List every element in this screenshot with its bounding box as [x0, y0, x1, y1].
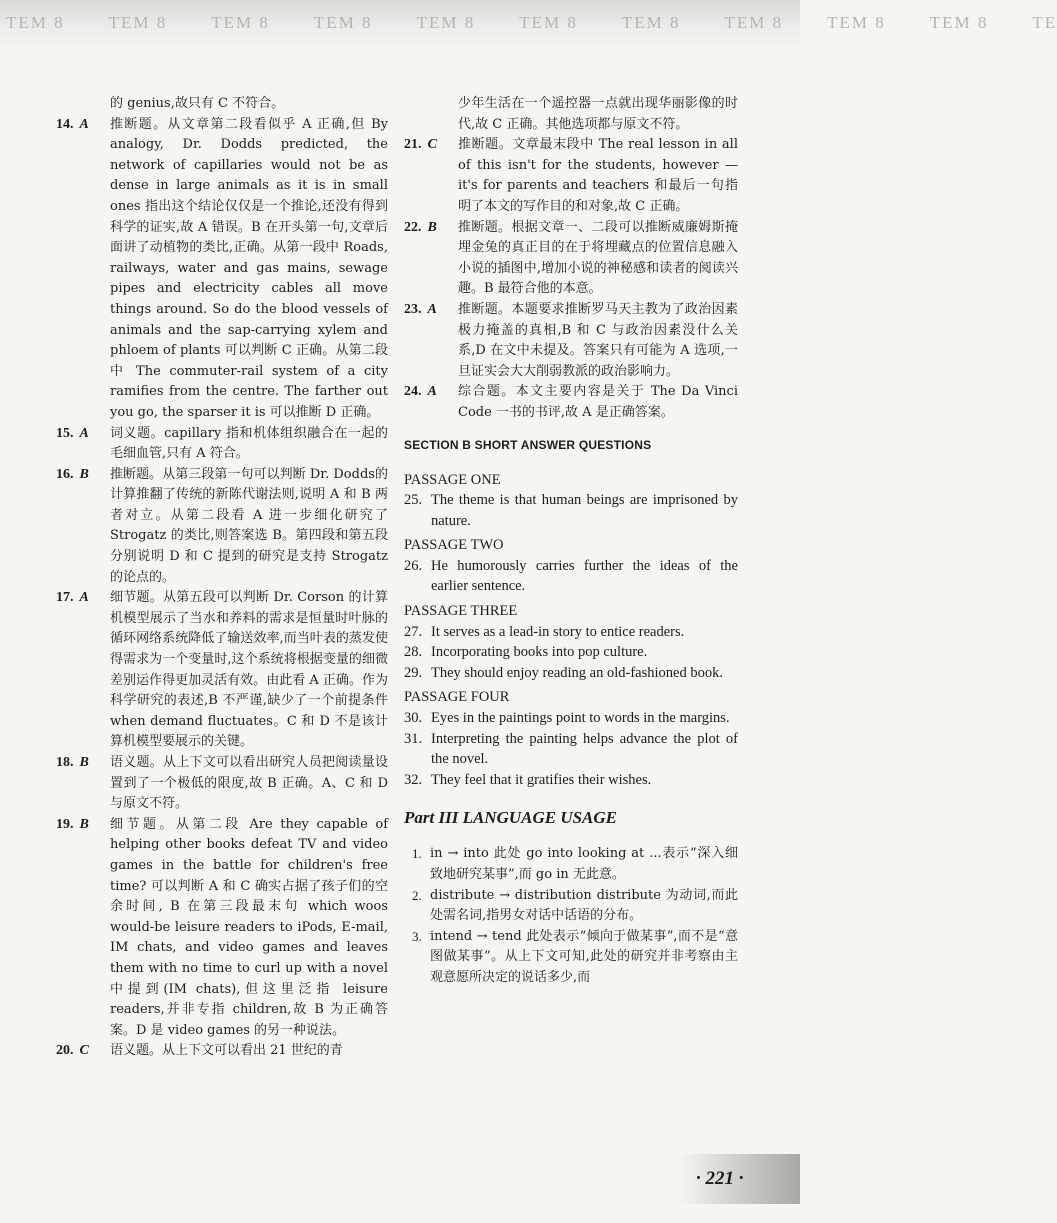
- answer-item-16: [56, 465, 388, 589]
- short-answer: 31. Interpreting the painting helps advance the plot of the novel.: [404, 730, 738, 768]
- short-answer: 26. He humorously carries further the ideas of the earlier sentence.: [404, 557, 738, 595]
- item-explanation: 细节题。从第二段 Are they capable of helping other books defeat TV and video games in the battle for children's free time? 可以判断 A 和 C 确实占据了孩子们的空余时间, B 在第三段最末句 which woos would-be leisure readers to iPods, E-mail, IM chats, and video games and leaves them with no time to curl up with a novel 中提到(IM chats),但这里泛指 leisure readers,并非专指 children,故 B 为正确答案。D 是 video games 的另一种说法。: [110, 816, 388, 1038]
- item-explanation: 推断题。根据文章一、二段可以推断威廉姆斯掩埋金兔的真正目的在于将埋藏点的位置信息融入小说的插图中,增加小说的神秘感和读者的阅读兴趣。B 最符合他的本意。: [458, 219, 738, 297]
- item-number: 14. A: [56, 116, 89, 132]
- item-explanation: 细节题。从第五段可以判断 Dr. Corson 的计算机模型展示了当水和养料的需求是恒量时叶脉的循环网络系统降低了输送效率,而当叶表的蒸发使得需求为一个变量时,这个系统将根据变量的细微差别运作得更加灵活有效。由此看 A 正确。作为科学研究的表述,B 不严谨,缺少了一个前提条件 when demand fluctuates。C 和 D 不是该计算机模型要展示的关键。: [110, 590, 388, 750]
- item-explanation: 推断题。本题要求推断罗马天主教为了政治因素极力掩盖的真相,B 和 C 与政治因素没什么关系,D 在文中未提及。答案只有可能为 A 选项,一旦证实会大大削弱教派的政治影响力。: [458, 301, 738, 379]
- language-usage-item: 3. intend → tend 此处表示“倾向于做某事”,而不是“意图做某事”。从上下文可知,此处的研究并非考察由主观意愿所决定的说话多少,而: [412, 928, 738, 985]
- continued-text: 的 genius,故只有 C 不符合。: [110, 96, 285, 111]
- header-mark: TE: [1032, 13, 1057, 32]
- language-usage-item: 1. in → into 此处 go into looking at ...表示“深入细致地研究某事”,而 go in 无此意。: [412, 846, 738, 882]
- item-number: 16. B: [56, 466, 89, 482]
- section-b-title: SECTION B SHORT ANSWER QUESTIONS: [404, 437, 652, 452]
- short-answer: 25. The theme is that human beings are imprisoned by nature.: [404, 492, 738, 529]
- answer-item-20: [56, 1041, 388, 1062]
- short-answer: 29. They should enjoy reading an old-fashioned book.: [404, 664, 723, 681]
- answer-item-14: [56, 115, 388, 424]
- item-explanation: 语义题。从上下文可以看出研究人员把阅读量设置到了一个极低的限度,故 B 正确。A、C 和 D 与原文不符。: [110, 755, 388, 812]
- answer-item-24: [404, 382, 738, 423]
- item-explanation: 语义题。从上下文可以看出 21 世纪的青: [110, 1043, 343, 1059]
- header-mark: TEM 8: [621, 13, 681, 32]
- header-mark: TEM 8: [827, 13, 886, 32]
- header-mark: TEM 8: [6, 13, 65, 32]
- header-mark: TEM 8: [724, 13, 784, 32]
- item-explanation: 推断题。从文章第二段看似乎 A 正确,但 By analogy, Dr. Dodds predicted, the network of capillaries would not be as dense in large animals as it is in small ones 指出这个结论仅仅是一个推论,还没有得到科学的证实,故 A 错误。B 在开头第一句,文章后面讲了动植物的类比,正确。从第一段中 Roads, railways, water and gas mains, sewage pipes and electricity cables all move things around. So do the blood vessels of animals and the sap-carrying xylem and phloem of plants 可以判断 C 正确。从第二段中 The commuter-rail system of a city ramifies from the centre. The farther out you go, the sparser it is 可以推断 D 正确。: [110, 116, 388, 420]
- passage-label: PASSAGE FOUR: [404, 689, 510, 706]
- answer-item-17: [56, 588, 388, 753]
- item-number: 19. B: [56, 816, 89, 832]
- answer-item-18: [56, 753, 388, 815]
- header-mark: TEM 8: [929, 13, 989, 32]
- left-column: [56, 94, 388, 1062]
- language-usage-item: 2. distribute → distribution distribute 为动词,而此处需名词,指男女对话中话语的分布。: [412, 887, 738, 924]
- item-number: 17. A: [56, 590, 89, 606]
- answer-item-21: [404, 135, 738, 217]
- item-explanation: 综合题。本文主要内容是关于 The Da Vinci Code 一书的书评,故 A 是正确答案。: [458, 384, 738, 420]
- item-number: 15. A: [56, 425, 89, 441]
- answer-item-19: [56, 815, 388, 1042]
- header-mark: TEM 8: [211, 13, 270, 32]
- part-three-title: Part III LANGUAGE USAGE: [404, 808, 618, 828]
- short-answer: 30. Eyes in the paintings point to words in the margins.: [404, 710, 730, 727]
- item-explanation: 推断题。从第三段第一句可以判断 Dr. Dodds的计算推翻了传统的新陈代谢法则,说明 A 和 B 两者对立。从第二段看 A 进一步细化研究了 Strogatz 的类比,则答案选 B。第四段和第五段分别说明 D 和 C 提到的研究是支持 Strogatz 的论点的。: [110, 466, 388, 585]
- header-mark: TEM 8: [313, 13, 373, 32]
- running-header: [0, 0, 1057, 46]
- answer-item-22: [404, 218, 738, 300]
- item-explanation: 推断题。文章最末段中 The real lesson in all of this isn't for the students, however — it's for parents and teachers 和最后一句指明了本文的写作目的和对象,故 C 正确。: [458, 137, 738, 214]
- short-answer: 32. They feel that it gratifies their wishes.: [404, 771, 652, 788]
- item-number: 24. A: [404, 384, 437, 400]
- item-number: 18. B: [56, 755, 89, 770]
- item-explanation: 词义题。capillary 指和机体组织融合在一起的毛细血管,只有 A 符合。: [110, 425, 388, 462]
- answer-item-15: [56, 424, 388, 465]
- passage-label: PASSAGE TWO: [404, 537, 504, 554]
- continued-text: 少年生活在一个遥控器一点就出现华丽影像的时代,故 C 正确。其他选项都与原文不符。: [458, 96, 738, 132]
- passage-label: PASSAGE ONE: [404, 471, 501, 488]
- answer-item-23: [404, 300, 738, 382]
- item-number: 21. C: [404, 137, 437, 153]
- item-number: 22. B: [404, 219, 437, 235]
- header-mark: TEM 8: [108, 13, 168, 32]
- item-number: 23. A: [404, 301, 437, 317]
- passage-label: PASSAGE THREE: [404, 603, 518, 620]
- item-number: 20. C: [56, 1043, 89, 1059]
- header-mark: TEM 8: [519, 13, 578, 32]
- header-mark: TEM 8: [416, 13, 476, 32]
- page-number: · 221 ·: [680, 1154, 800, 1204]
- right-column: [404, 94, 738, 989]
- short-answer: 27. It serves as a lead-in story to entice readers.: [404, 623, 685, 640]
- short-answer: 28. Incorporating books into pop culture.: [404, 644, 648, 661]
